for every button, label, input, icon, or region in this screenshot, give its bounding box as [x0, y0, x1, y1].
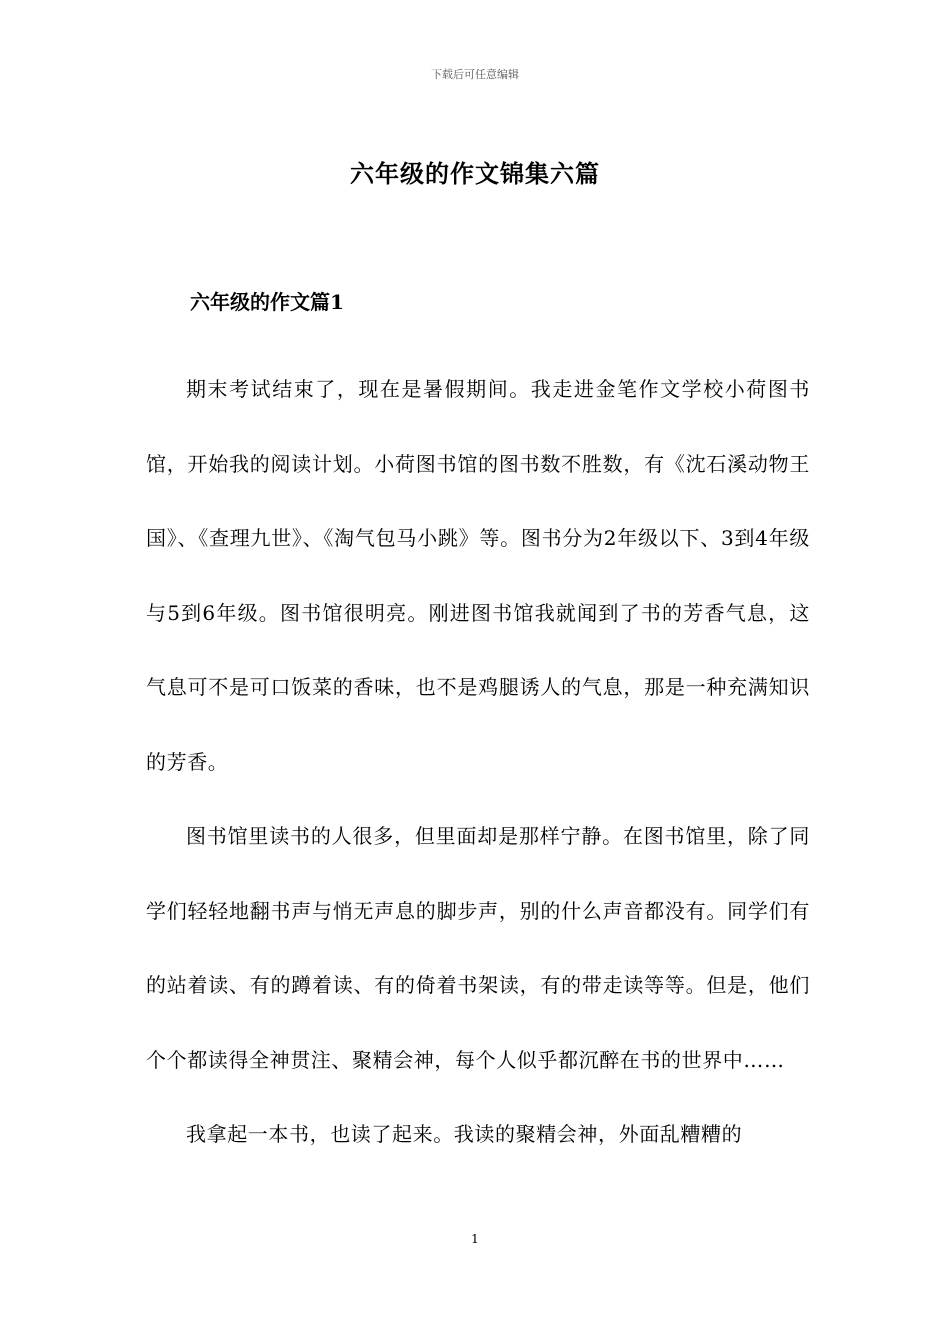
paragraph: 期末考试结束了，现在是暑假期间。我走进金笔作文学校小荷图书馆，开始我的阅读计划。小荷图书馆的图书数不胜数，有《沈石溪动物王国》、《查理九世》、《淘气包马小跳》等。图书分为2年级以下、3到4年级与5到6年级。图书馆很明亮。刚进图书馆我就闻到了书的芳香气息，这气息可不是可口饭菜的香味，也不是鸡腿诱人的气息，那是一种充满知识的芳香。 [146, 377, 810, 774]
page-number: 1 [471, 1232, 479, 1246]
document-title: 六年级的作文锦集六篇 [350, 159, 600, 188]
paragraph: 我拿起一本书，也读了起来。我读的聚精会神，外面乱糟糟的 [186, 1122, 743, 1146]
header-note: 下载后可任意编辑 [431, 68, 519, 81]
section-heading: 六年级的作文篇1 [190, 290, 344, 314]
document-body [146, 352, 810, 1172]
paragraph: 图书馆里读书的人很多，但里面却是那样宁静。在图书馆里，除了同学们轻轻地翻书声与悄无声息的脚步声，别的什么声音都没有。同学们有的站着读、有的蹲着读、有的倚着书架读，有的带走读等等。但是，他们个个都读得全神贯注、聚精会神，每个人似乎都沉醉在书的世界中…… [146, 824, 810, 1072]
